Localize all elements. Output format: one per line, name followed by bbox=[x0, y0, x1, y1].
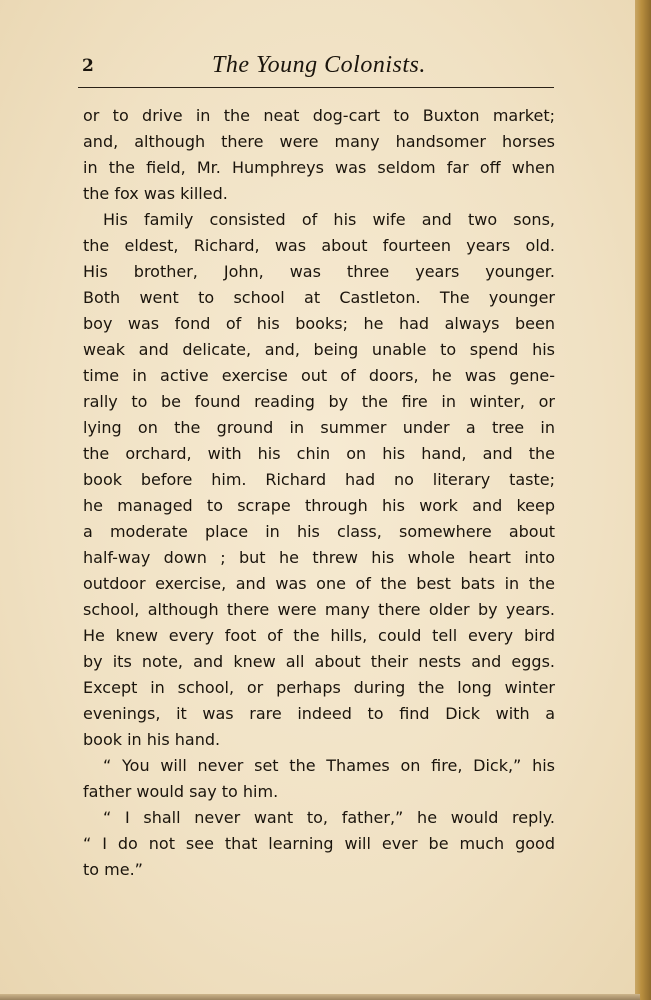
text-line: “ I do not see that learning will ever be much good bbox=[83, 834, 555, 853]
text-line: the eldest, Richard, was about fourteen years old. bbox=[83, 236, 555, 255]
text-line: by its note, and knew all about their nests and eggs. bbox=[83, 652, 555, 671]
text-line: the fox was killed. bbox=[83, 184, 228, 203]
header-rule bbox=[78, 87, 554, 88]
text-line: school, although there were many there older by years. bbox=[83, 600, 555, 619]
page-number: 2 bbox=[82, 56, 94, 76]
text-line: weak and delicate, and, being unable to spend his bbox=[83, 340, 555, 359]
text-line: “ I shall never want to, father,” he would reply. bbox=[103, 808, 555, 827]
text-line: His family consisted of his wife and two sons, bbox=[103, 210, 555, 229]
text-line: evenings, it was rare indeed to find Dick with a bbox=[83, 704, 555, 723]
text-line: “ You will never set the Thames on fire, Dick,” his bbox=[103, 756, 555, 775]
text-line: book in his hand. bbox=[83, 730, 221, 749]
text-line: half-way down ; but he threw his whole heart into bbox=[83, 548, 555, 567]
text-line: father would say to him. bbox=[83, 782, 279, 801]
page-header bbox=[82, 52, 554, 82]
text-line: to me.” bbox=[83, 860, 143, 879]
page-bottom-edge bbox=[0, 994, 640, 1000]
text-line: he managed to scrape through his work and keep bbox=[83, 496, 555, 515]
page-binding-edge bbox=[635, 0, 651, 1000]
text-line: book before him. Richard had no literary taste; bbox=[83, 470, 555, 489]
text-line: time in active exercise out of doors, he was gene- bbox=[83, 366, 555, 385]
body-text bbox=[83, 103, 555, 883]
text-line: or to drive in the neat dog-cart to Buxton market; bbox=[83, 106, 555, 125]
text-line: He knew every foot of the hills, could tell every bird bbox=[83, 626, 555, 645]
text-line: Both went to school at Castleton. The younger bbox=[83, 288, 555, 307]
text-line: outdoor exercise, and was one of the best bats in the bbox=[83, 574, 555, 593]
text-line: and, although there were many handsomer horses bbox=[83, 132, 555, 151]
text-line: in the field, Mr. Humphreys was seldom far off when bbox=[83, 158, 555, 177]
running-title: The Young Colonists. bbox=[212, 52, 426, 78]
text-line: rally to be found reading by the fire in winter, or bbox=[83, 392, 555, 411]
text-line: a moderate place in his class, somewhere about bbox=[83, 522, 555, 541]
text-line: lying on the ground in summer under a tree in bbox=[83, 418, 555, 437]
text-line: Except in school, or perhaps during the long winter bbox=[83, 678, 555, 697]
text-line: boy was fond of his books; he had always been bbox=[83, 314, 555, 333]
text-line: His brother, John, was three years younger. bbox=[83, 262, 555, 281]
text-line: the orchard, with his chin on his hand, and the bbox=[83, 444, 555, 463]
